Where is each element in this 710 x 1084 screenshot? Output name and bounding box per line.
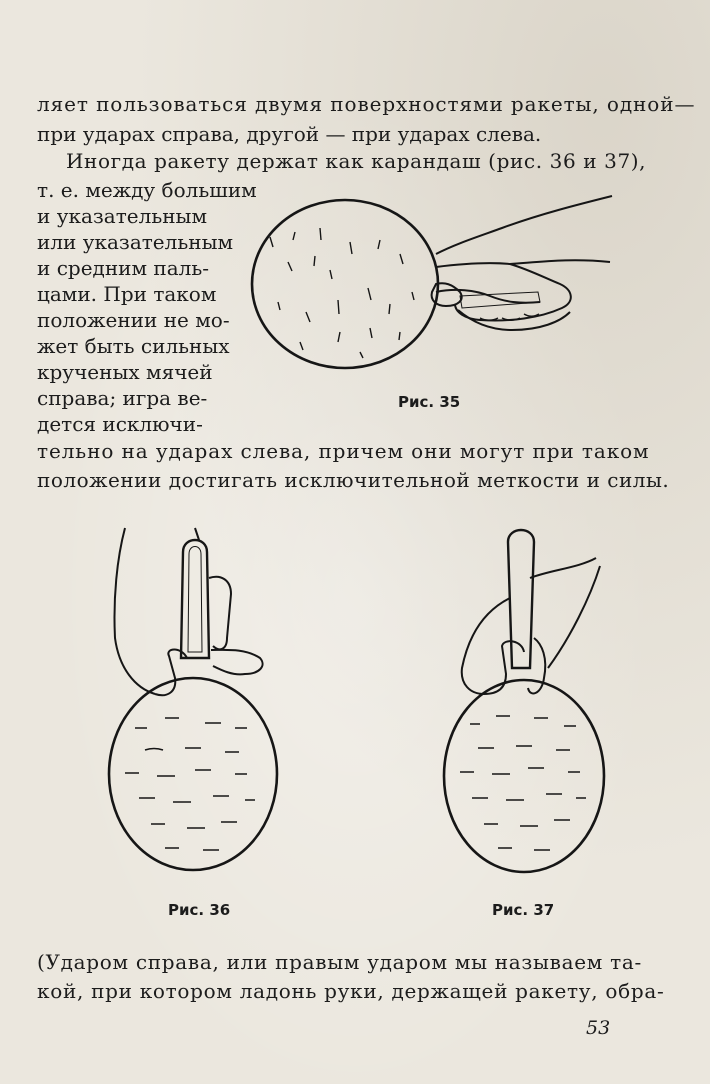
text-line: дется исключи- <box>37 412 203 436</box>
paragraph-first-line: Иногда ракету держат как карандаш (рис. 36 и 37), <box>66 149 647 173</box>
text-line-content: ляет пользоваться двумя поверхностями ракеты, одной— <box>37 92 696 116</box>
figure-36-racket-illustration <box>95 518 295 878</box>
text-line <box>37 439 650 463</box>
text-line: при ударах справа, другой — при ударах слева. <box>37 122 542 146</box>
figure-37-racket-illustration <box>430 518 630 878</box>
figure-35-caption: Рис. 35 <box>398 393 461 411</box>
text-line <box>37 979 665 1003</box>
text-line: и средним паль- <box>37 256 210 280</box>
text-line: положении не мо- <box>37 308 230 332</box>
text-line: т. е. между большим <box>37 178 257 202</box>
text-line: цами. При таком <box>37 282 217 306</box>
text-line-content: тельно на ударах слева, причем они могут при таком <box>37 439 650 463</box>
text-line-content: кой, при котором ладонь руки, держащей ракету, обра- <box>37 979 665 1003</box>
text-line: положении достигать исключительной меткости и силы. <box>37 468 670 492</box>
text-line-content: (Ударом справа, или правым ударом мы называем та- <box>37 950 642 974</box>
text-line <box>37 92 696 116</box>
text-line <box>37 950 642 974</box>
page-number: 53 <box>586 1017 611 1039</box>
text-line: крученых мячей <box>37 360 213 384</box>
figure-35-racket-illustration <box>240 192 640 382</box>
text-line: справа; игра ве- <box>37 386 208 410</box>
text-line: жет быть сильных <box>37 334 230 358</box>
text-line: или указательным <box>37 230 234 254</box>
figure-36-caption: Рис. 36 <box>168 901 231 919</box>
text-line: и указательным <box>37 204 208 228</box>
figure-37-caption: Рис. 37 <box>492 901 555 919</box>
